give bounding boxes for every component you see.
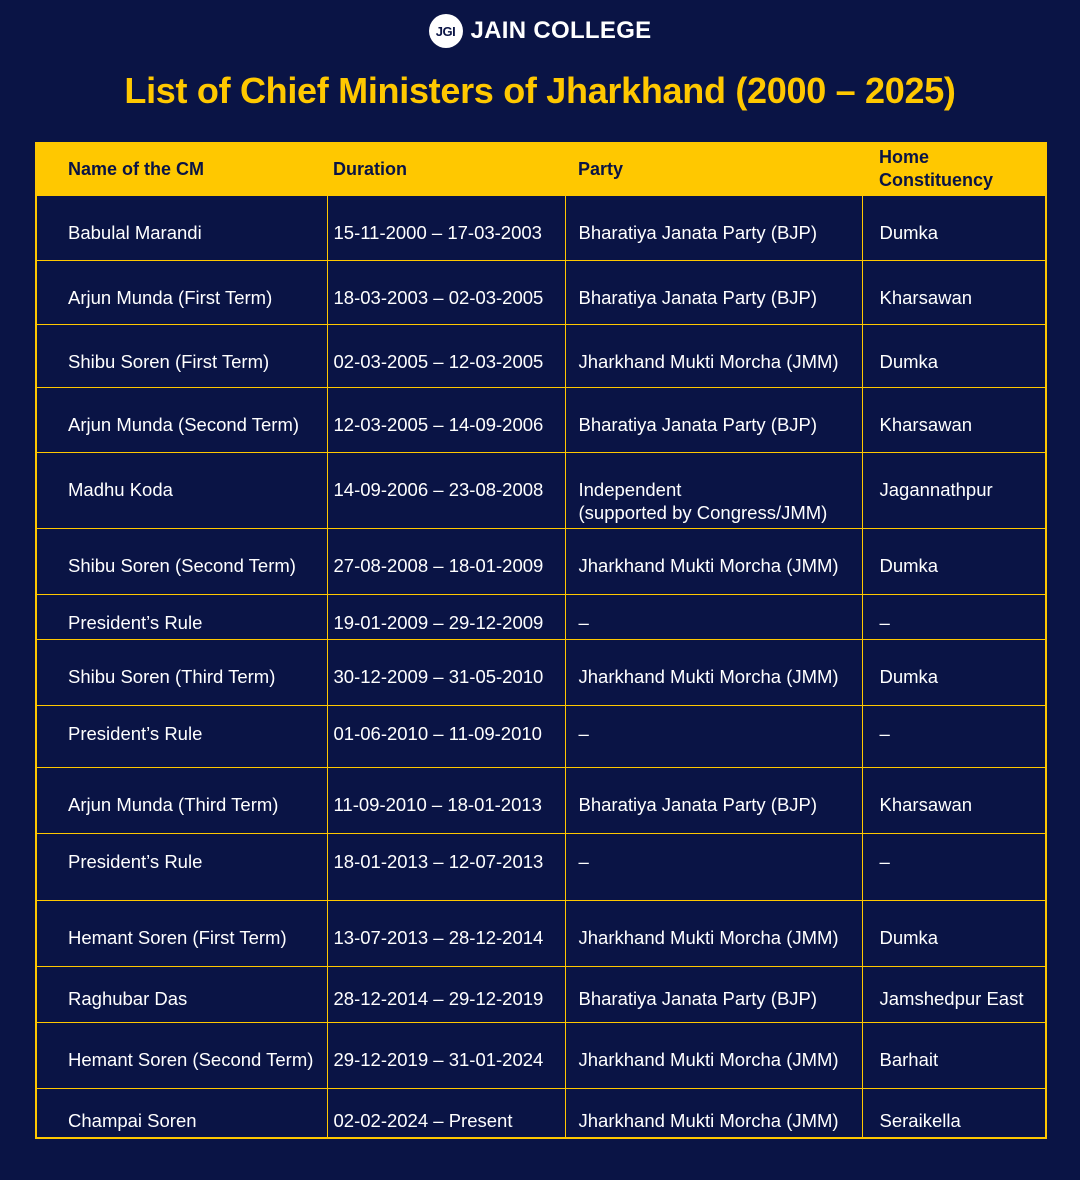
party-name: Jharkhand Mukti Morcha (JMM) <box>578 1048 839 1070</box>
header-name: Name of the CM <box>68 158 205 179</box>
cell-home-constituency: Jagannathpur <box>862 452 1046 528</box>
cell-party <box>565 767 862 833</box>
cell-party <box>565 1088 862 1138</box>
table-row <box>36 1022 1046 1088</box>
cell-duration: 11-09-2010 – 18-01-2013 <box>327 767 565 833</box>
cell-duration: 02-03-2005 – 12-03-2005 <box>327 324 565 387</box>
cell-home-constituency: Barhait <box>862 1022 1046 1088</box>
cell-duration: 14-09-2006 – 23-08-2008 <box>327 452 565 528</box>
party-name: – <box>578 850 589 872</box>
cell-home-constituency: Dumka <box>862 195 1046 260</box>
cell-name: Champai Soren <box>36 1088 327 1138</box>
cell-party <box>565 387 862 452</box>
cell-duration: 19-01-2009 – 29-12-2009 <box>327 594 565 639</box>
cell-duration: 13-07-2013 – 28-12-2014 <box>327 900 565 966</box>
cell-name: President’s Rule <box>36 705 327 767</box>
page-title: List of Chief Ministers of Jharkhand (2000 – 2025) <box>124 70 956 111</box>
cell-name: Arjun Munda (First Term) <box>36 260 327 324</box>
cell-party <box>565 966 862 1022</box>
table-row <box>36 705 1046 767</box>
party-name: Bharatiya Janata Party (BJP) <box>578 286 818 308</box>
table-row <box>36 324 1046 387</box>
party-name: – <box>578 722 589 744</box>
cell-duration: 29-12-2019 – 31-01-2024 <box>327 1022 565 1088</box>
cell-home-constituency: Kharsawan <box>862 260 1046 324</box>
cell-home-constituency: Kharsawan <box>862 767 1046 833</box>
party-name: Bharatiya Janata Party (BJP) <box>578 793 818 815</box>
party-name: Bharatiya Janata Party (BJP) <box>578 221 818 243</box>
cell-duration: 15-11-2000 – 17-03-2003 <box>327 195 565 260</box>
party-name: Jharkhand Mukti Morcha (JMM) <box>578 1109 839 1131</box>
cell-home-constituency: Dumka <box>862 324 1046 387</box>
cell-name: Shibu Soren (First Term) <box>36 324 327 387</box>
table-row <box>36 639 1046 705</box>
cell-name: Arjun Munda (Third Term) <box>36 767 327 833</box>
cell-name: Hemant Soren (First Term) <box>36 900 327 966</box>
cell-home-constituency: Dumka <box>862 528 1046 594</box>
cell-home-constituency: Dumka <box>862 900 1046 966</box>
cell-party <box>565 195 862 260</box>
table-row <box>36 260 1046 324</box>
cell-name: Shibu Soren (Third Term) <box>36 639 327 705</box>
cell-home-constituency: Dumka <box>862 639 1046 705</box>
party-note: (supported by Congress/JMM) <box>578 501 828 523</box>
cell-home-constituency: – <box>862 833 1046 900</box>
cell-duration: 27-08-2008 – 18-01-2009 <box>327 528 565 594</box>
table-row <box>36 833 1046 900</box>
party-name: Jharkhand Mukti Morcha (JMM) <box>578 926 839 948</box>
cell-home-constituency: Seraikella <box>862 1088 1046 1138</box>
cell-duration: 12-03-2005 – 14-09-2006 <box>327 387 565 452</box>
cell-name: President’s Rule <box>36 833 327 900</box>
cell-home-constituency: – <box>862 594 1046 639</box>
cell-name: Hemant Soren (Second Term) <box>36 1022 327 1088</box>
cell-home-constituency: Jamshedpur East <box>862 966 1046 1022</box>
cell-party <box>565 594 862 639</box>
party-name: Jharkhand Mukti Morcha (JMM) <box>578 554 839 576</box>
party-name: Independent <box>578 478 682 500</box>
cell-party <box>565 324 862 387</box>
cell-duration: 18-01-2013 – 12-07-2013 <box>327 833 565 900</box>
header-party: Party <box>578 158 624 179</box>
cell-party <box>565 833 862 900</box>
table-body <box>36 195 1046 1138</box>
brand-header <box>0 14 1080 48</box>
chief-ministers-table <box>35 142 1047 1139</box>
table-header <box>36 143 1046 195</box>
cell-home-constituency: Kharsawan <box>862 387 1046 452</box>
cell-duration: 30-12-2009 – 31-05-2010 <box>327 639 565 705</box>
cell-duration: 18-03-2003 – 02-03-2005 <box>327 260 565 324</box>
party-name: Bharatiya Janata Party (BJP) <box>578 987 818 1009</box>
cell-name: President’s Rule <box>36 594 327 639</box>
cell-name: Raghubar Das <box>36 966 327 1022</box>
table-row <box>36 594 1046 639</box>
table-row <box>36 452 1046 528</box>
cell-party <box>565 260 862 324</box>
header-duration: Duration <box>333 158 407 179</box>
cell-duration: 01-06-2010 – 11-09-2010 <box>327 705 565 767</box>
party-name: Bharatiya Janata Party (BJP) <box>578 413 818 435</box>
table-row <box>36 966 1046 1022</box>
table-row <box>36 195 1046 260</box>
brand-name: JAIN COLLEGE <box>470 17 652 44</box>
cell-duration: 28-12-2014 – 29-12-2019 <box>327 966 565 1022</box>
cell-duration: 02-02-2024 – Present <box>327 1088 565 1138</box>
cell-party <box>565 1022 862 1088</box>
jgi-logo-icon: JGI <box>429 14 463 48</box>
cell-name: Shibu Soren (Second Term) <box>36 528 327 594</box>
table-row <box>36 387 1046 452</box>
cell-party <box>565 900 862 966</box>
party-name: Jharkhand Mukti Morcha (JMM) <box>578 665 839 687</box>
table-row <box>36 767 1046 833</box>
cell-home-constituency: – <box>862 705 1046 767</box>
cell-name: Arjun Munda (Second Term) <box>36 387 327 452</box>
table-row <box>36 1088 1046 1138</box>
table-row <box>36 528 1046 594</box>
party-name: – <box>578 611 589 633</box>
header-home-constituency: Home Constituency <box>879 147 994 191</box>
table-row <box>36 900 1046 966</box>
cell-party <box>565 639 862 705</box>
cell-name: Madhu Koda <box>36 452 327 528</box>
party-name: Jharkhand Mukti Morcha (JMM) <box>578 350 839 372</box>
cell-name: Babulal Marandi <box>36 195 327 260</box>
cell-party <box>565 452 862 528</box>
cell-party <box>565 528 862 594</box>
cell-party <box>565 705 862 767</box>
